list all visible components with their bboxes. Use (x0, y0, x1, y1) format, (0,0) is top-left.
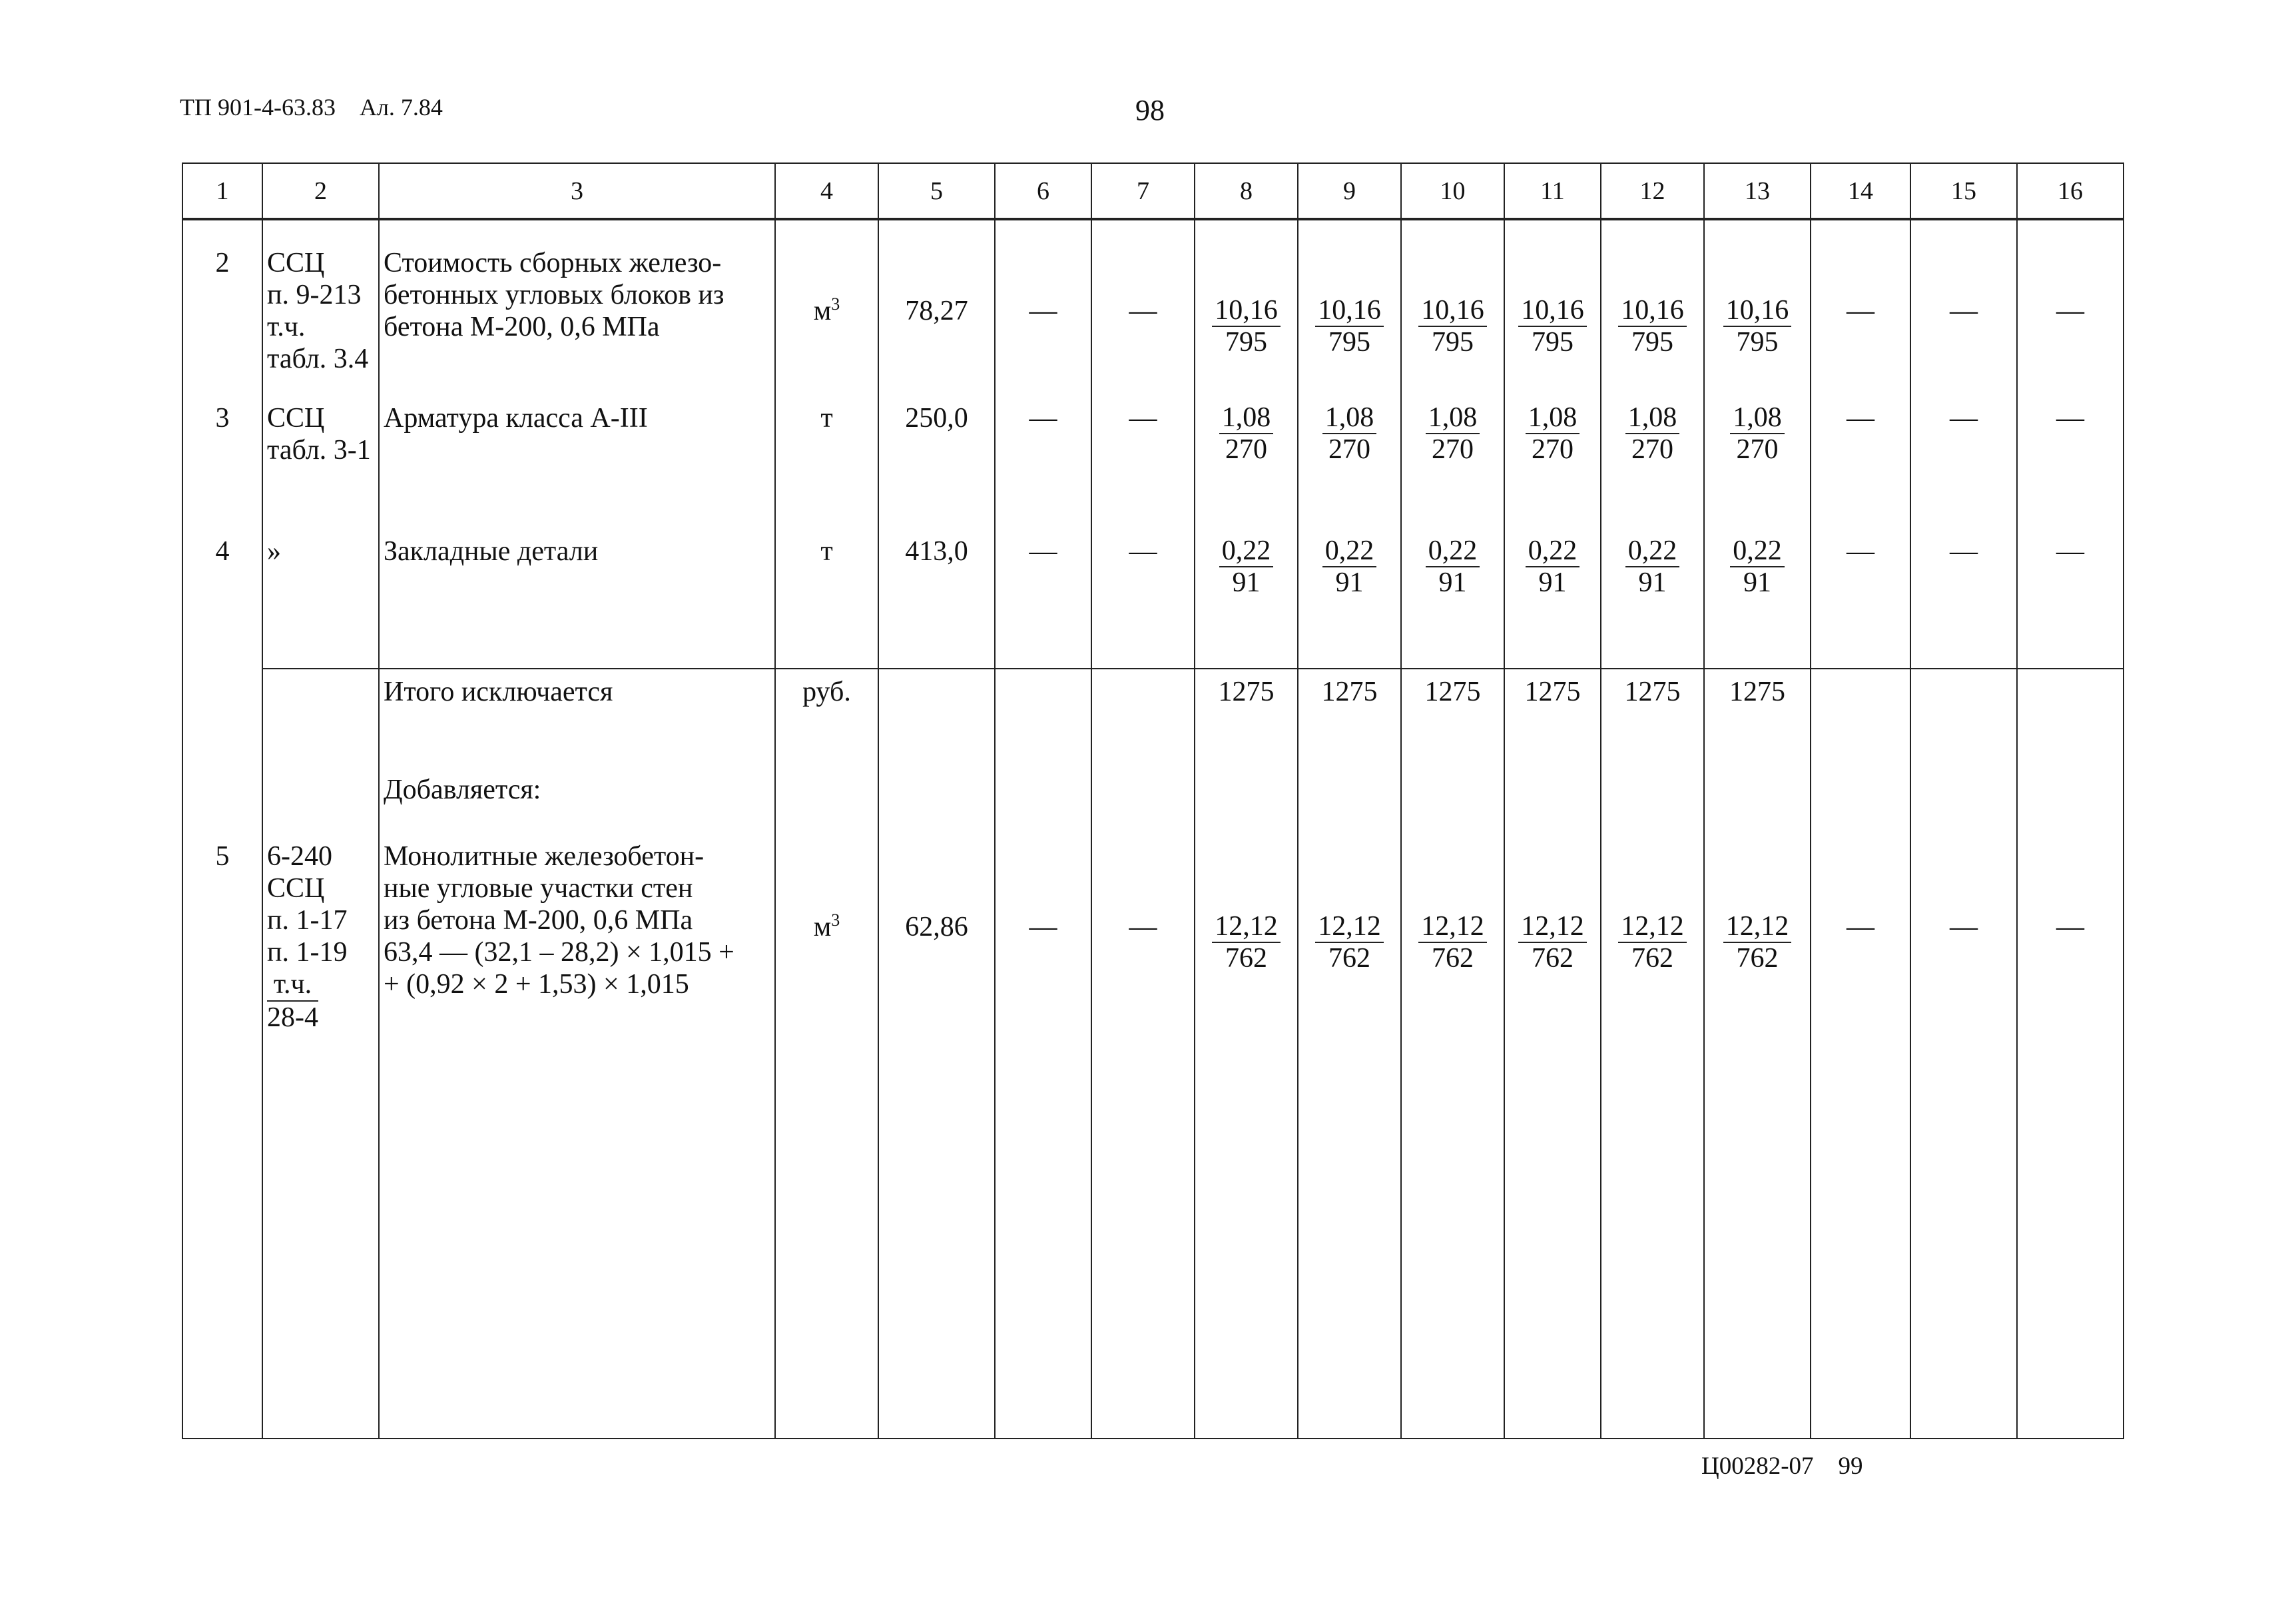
row-description: Арматура класса А-III (379, 402, 775, 535)
empty-cell (1704, 774, 1811, 839)
page-number: 98 (1135, 94, 1165, 127)
empty-cell (1601, 774, 1704, 839)
row-price: 78,27 (878, 219, 995, 402)
empty-cell (262, 774, 379, 839)
row-number: 2 (182, 219, 262, 402)
col-header-11: 11 (1504, 163, 1601, 219)
col-header-9: 9 (1298, 163, 1401, 219)
row-col7: — (1091, 402, 1195, 535)
col-header-5: 5 (878, 163, 995, 219)
row-col15: — (1910, 402, 2017, 535)
row-col14: — (1811, 535, 1910, 669)
col-header-7: 7 (1091, 163, 1195, 219)
empty-cell (1091, 669, 1195, 774)
row-col8: $\frac{0,22}{91}$ (1195, 535, 1298, 669)
col-header-3: 3 (379, 163, 775, 219)
section-row (182, 774, 2124, 839)
row-col7: — (1091, 535, 1195, 669)
table-row (182, 219, 2124, 402)
empty-cell (1298, 774, 1401, 839)
row-number: 4 (182, 535, 262, 669)
empty-cell (1195, 774, 1298, 839)
empty-cell (995, 669, 1091, 774)
row-col16: — (2017, 402, 2124, 535)
row-col6: — (995, 219, 1091, 402)
document-code: ТП 901-4-63.83 Ал. 7.84 (180, 94, 443, 121)
row-col11: $\frac{0,22}{91}$ (1504, 535, 1601, 669)
col-header-6: 6 (995, 163, 1091, 219)
table-row (182, 535, 2124, 669)
row-reference: » (262, 535, 379, 669)
row-col13: $\frac{12,12}{762}$ (1704, 839, 1811, 1439)
col-header-4: 4 (775, 163, 878, 219)
empty-cell (1401, 774, 1504, 839)
table-row (182, 839, 2124, 1439)
row-col16: — (2017, 839, 2124, 1439)
row-col7: — (1091, 219, 1195, 402)
row-col6: — (995, 402, 1091, 535)
col-header-1: 1 (182, 163, 262, 219)
row-col9: $\frac{0,22}{91}$ (1298, 535, 1401, 669)
row-col12: $\frac{12,12}{762}$ (1601, 839, 1704, 1439)
empty-cell (1811, 669, 1910, 774)
row-price: 62,86 (878, 839, 995, 1439)
total-unit: руб. (775, 669, 878, 774)
row-col8: $\frac{1,08}{270}$ (1195, 402, 1298, 535)
row-reference: 6-240 ССЦ п. 1-17 п. 1-19 $\frac{т.ч.}{28-4}$ (262, 839, 379, 1439)
row-description: Монолитные железобетон- ные угловые участки стен из бетона М-200, 0,6 МПа 63,4 — (32,1 – 28,2) × 1,015 + + (0,92 × 2 + 1,53) × 1,015 (379, 839, 775, 1439)
row-col11: $\frac{1,08}{270}$ (1504, 402, 1601, 535)
empty-cell (1091, 774, 1195, 839)
empty-cell (182, 669, 262, 774)
column-header-row (182, 163, 2124, 219)
row-col13: $\frac{1,08}{270}$ (1704, 402, 1811, 535)
row-col10: $\frac{12,12}{762}$ (1401, 839, 1504, 1439)
total-value: 1275 (1504, 669, 1601, 774)
row-col12: $\frac{10,16}{795}$ (1601, 219, 1704, 402)
row-col9: $\frac{1,08}{270}$ (1298, 402, 1401, 535)
col-header-10: 10 (1401, 163, 1504, 219)
row-unit: $м^3$ (775, 839, 878, 1439)
total-value: 1275 (1601, 669, 1704, 774)
col-header-13: 13 (1704, 163, 1811, 219)
row-col12: $\frac{0,22}{91}$ (1601, 535, 1704, 669)
row-col11: $\frac{12,12}{762}$ (1504, 839, 1601, 1439)
row-number: 3 (182, 402, 262, 535)
total-value: 1275 (1401, 669, 1504, 774)
col-header-2: 2 (262, 163, 379, 219)
row-unit: т (775, 535, 878, 669)
row-col6: — (995, 839, 1091, 1439)
empty-cell (878, 669, 995, 774)
row-col13: $\frac{0,22}{91}$ (1704, 535, 1811, 669)
empty-cell (995, 774, 1091, 839)
row-col9: $\frac{10,16}{795}$ (1298, 219, 1401, 402)
empty-cell (2017, 774, 2124, 839)
footer-code: Ц00282-07 99 (1701, 1453, 1863, 1480)
row-col14: — (1811, 219, 1910, 402)
total-label: Итого исключается (379, 669, 775, 774)
row-col16: — (2017, 219, 2124, 402)
row-col8: $\frac{10,16}{795}$ (1195, 219, 1298, 402)
row-col13: $\frac{10,16}{795}$ (1704, 219, 1811, 402)
row-col7: — (1091, 839, 1195, 1439)
row-reference: ССЦ п. 9-213 т.ч. табл. 3.4 (262, 219, 379, 402)
col-header-8: 8 (1195, 163, 1298, 219)
empty-cell (1910, 774, 2017, 839)
row-col15: — (1910, 535, 2017, 669)
empty-cell (1811, 774, 1910, 839)
row-unit: $м^3$ (775, 219, 878, 402)
empty-cell (2017, 669, 2124, 774)
col-header-16: 16 (2017, 163, 2124, 219)
row-col16: — (2017, 535, 2124, 669)
table-row (182, 402, 2124, 535)
empty-cell (182, 774, 262, 839)
row-description: Стоимость сборных железо- бетонных угловых блоков из бетона М-200, 0,6 МПа (379, 219, 775, 402)
row-col14: — (1811, 839, 1910, 1439)
empty-cell (878, 774, 995, 839)
row-col12: $\frac{1,08}{270}$ (1601, 402, 1704, 535)
row-reference: ССЦ табл. 3-1 (262, 402, 379, 535)
row-col11: $\frac{10,16}{795}$ (1504, 219, 1601, 402)
row-col10: $\frac{1,08}{270}$ (1401, 402, 1504, 535)
row-price: 413,0 (878, 535, 995, 669)
row-col10: $\frac{10,16}{795}$ (1401, 219, 1504, 402)
row-col8: $\frac{12,12}{762}$ (1195, 839, 1298, 1439)
empty-cell (775, 774, 878, 839)
empty-cell (1504, 774, 1601, 839)
row-col9: $\frac{12,12}{762}$ (1298, 839, 1401, 1439)
total-value: 1275 (1195, 669, 1298, 774)
row-price: 250,0 (878, 402, 995, 535)
row-description: Закладные детали (379, 535, 775, 669)
total-value: 1275 (1298, 669, 1401, 774)
row-unit: т (775, 402, 878, 535)
col-header-12: 12 (1601, 163, 1704, 219)
empty-cell (262, 669, 379, 774)
col-header-15: 15 (1910, 163, 2017, 219)
total-value: 1275 (1704, 669, 1811, 774)
row-number: 5 (182, 839, 262, 1439)
col-header-14: 14 (1811, 163, 1910, 219)
row-col15: — (1910, 839, 2017, 1439)
row-col6: — (995, 535, 1091, 669)
row-col14: — (1811, 402, 1910, 535)
empty-cell (1910, 669, 2017, 774)
row-col15: — (1910, 219, 2017, 402)
added-label: Добавляется: (379, 774, 775, 839)
estimate-table (182, 162, 2124, 1439)
total-row (182, 669, 2124, 774)
row-col10: $\frac{0,22}{91}$ (1401, 535, 1504, 669)
